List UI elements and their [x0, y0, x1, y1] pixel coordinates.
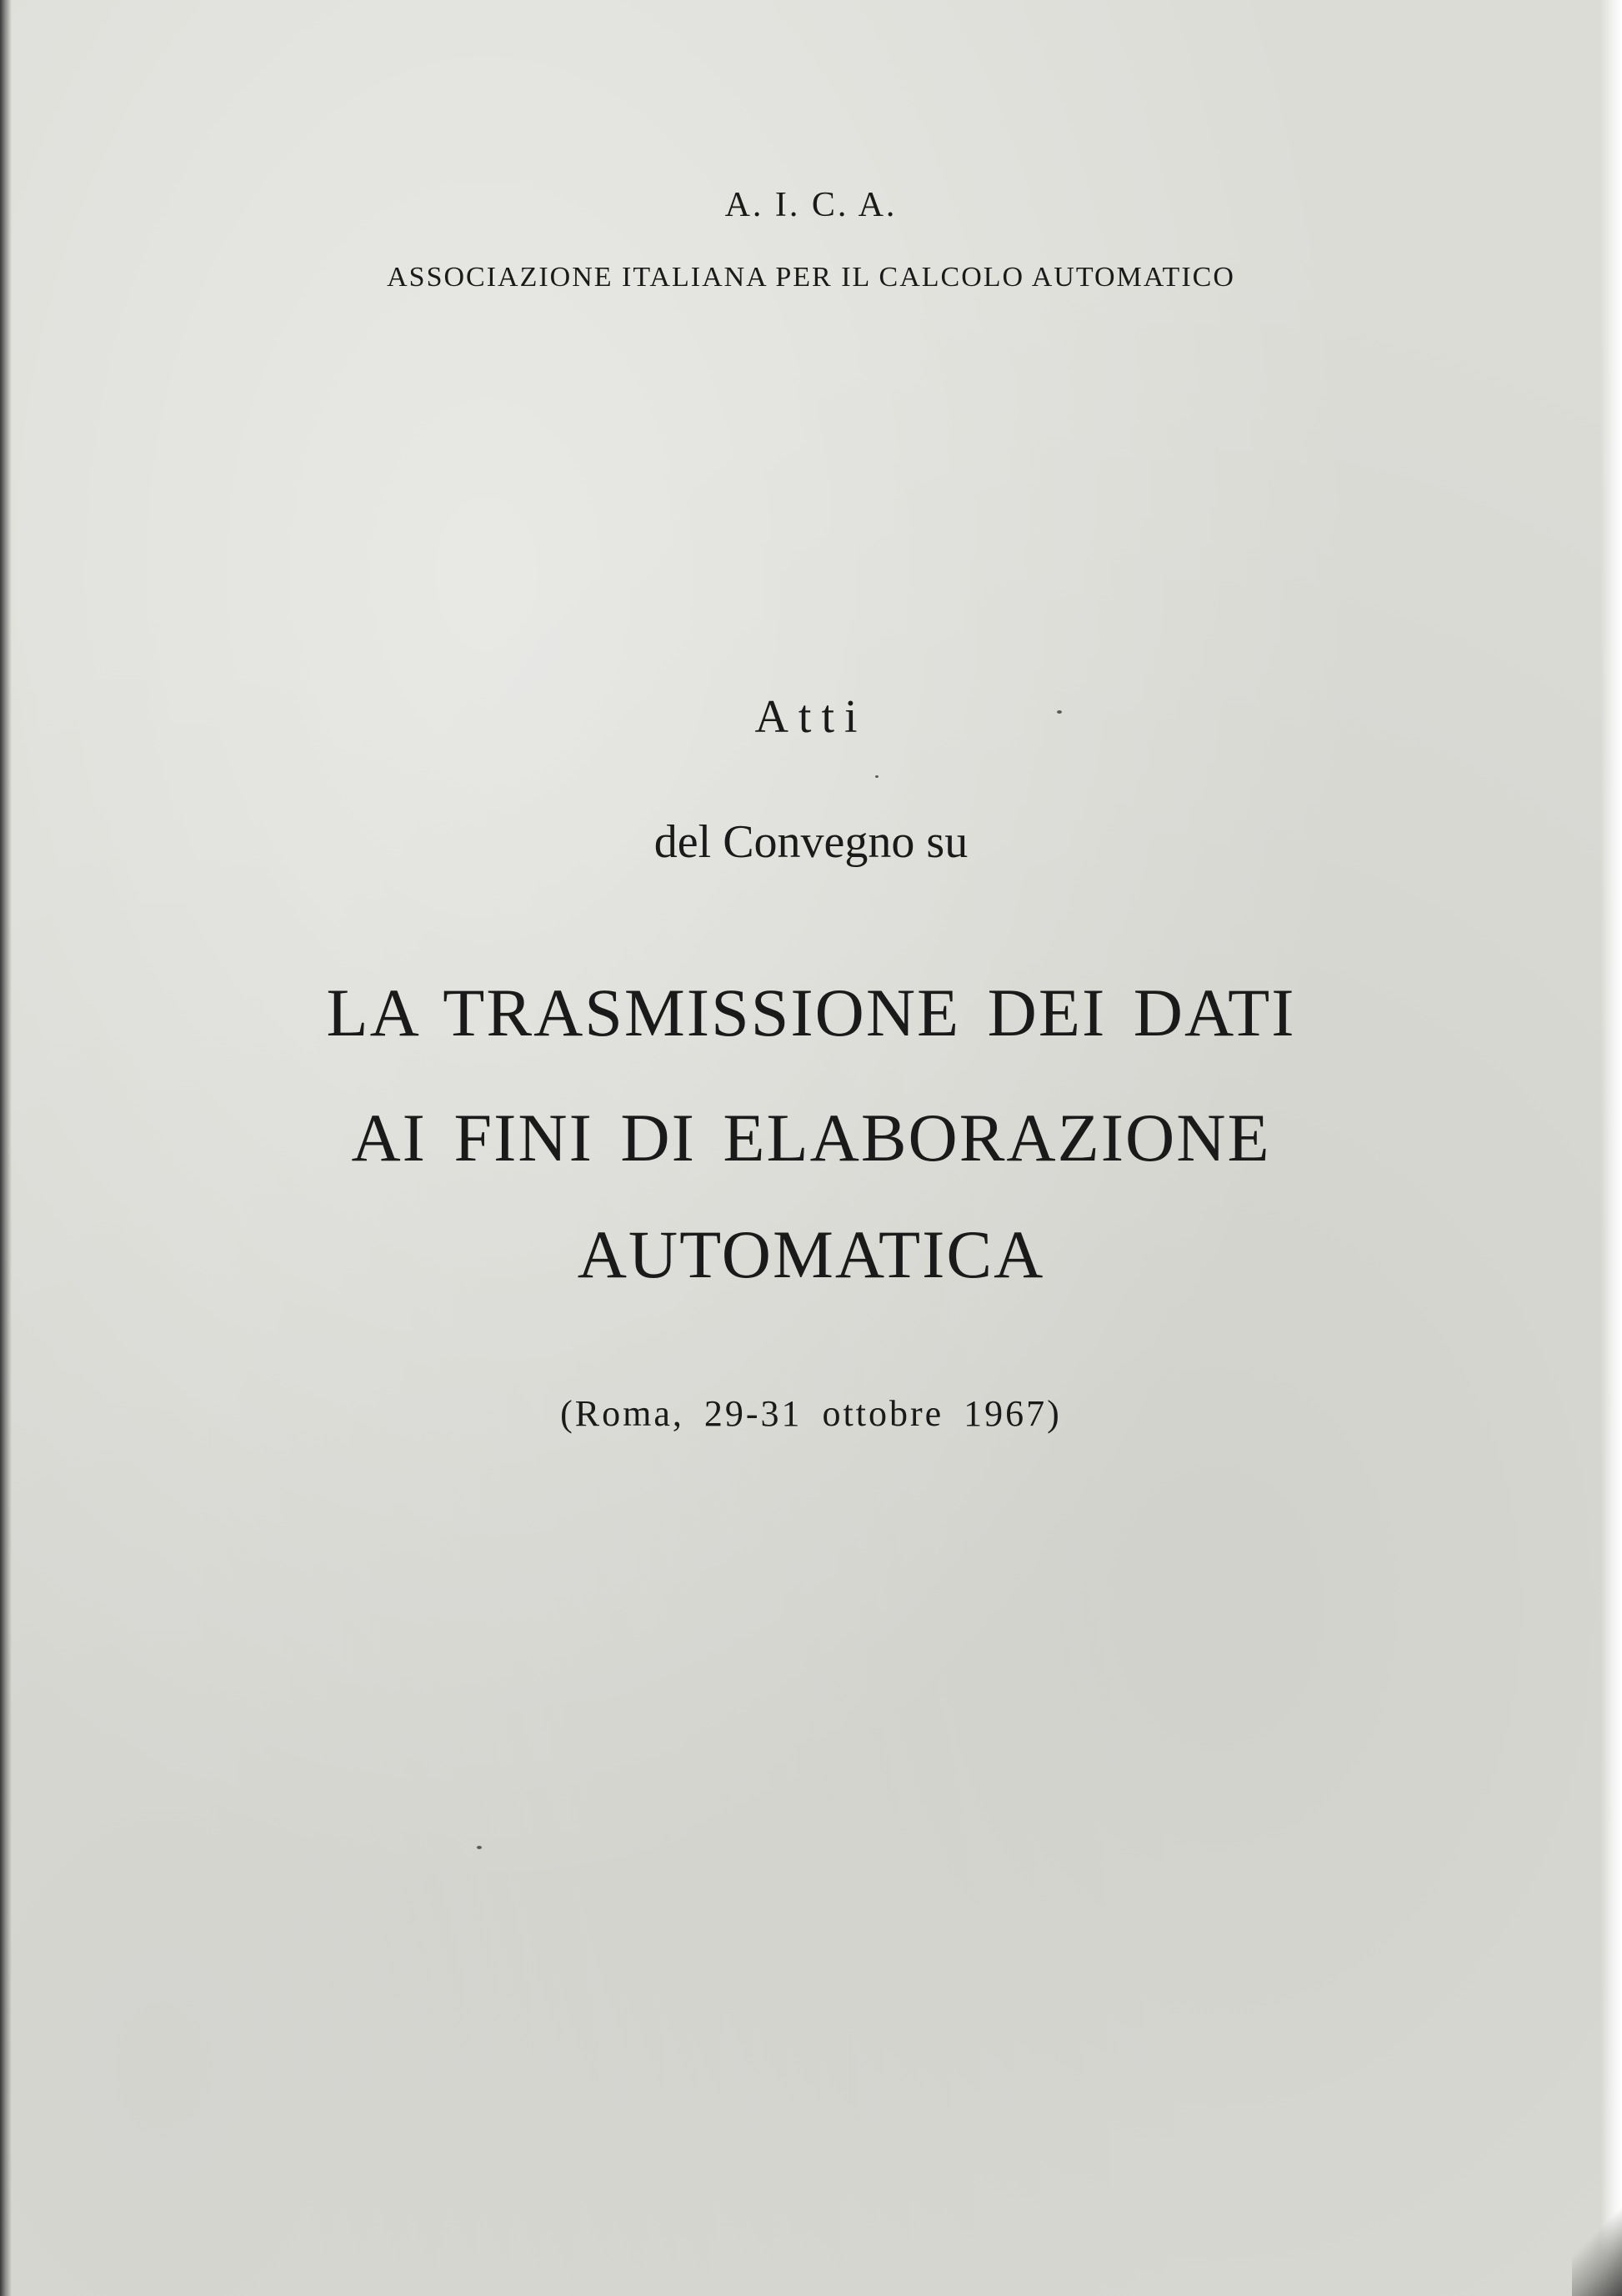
organization-name: ASSOCIAZIONE ITALIANA PER IL CALCOLO AUTOMATICO — [387, 262, 1235, 293]
atti-heading: Atti — [754, 691, 868, 743]
page-bottom-corner — [1572, 2196, 1622, 2296]
title-line-3: AUTOMATICA — [577, 1216, 1045, 1292]
convegno-subheading: del Convegno su — [653, 816, 969, 868]
paper-speck — [477, 1846, 482, 1849]
paper-speck — [875, 775, 879, 778]
title-line-2: AI FINI DI ELABORAZIONE — [351, 1100, 1271, 1176]
organization-abbreviation: A. I. C. A. — [724, 186, 898, 224]
conference-date: (Roma, 29-31 ottobre 1967) — [560, 1393, 1062, 1434]
title-line-1: LA TRASMISSIONE DEI DATI — [326, 975, 1296, 1050]
